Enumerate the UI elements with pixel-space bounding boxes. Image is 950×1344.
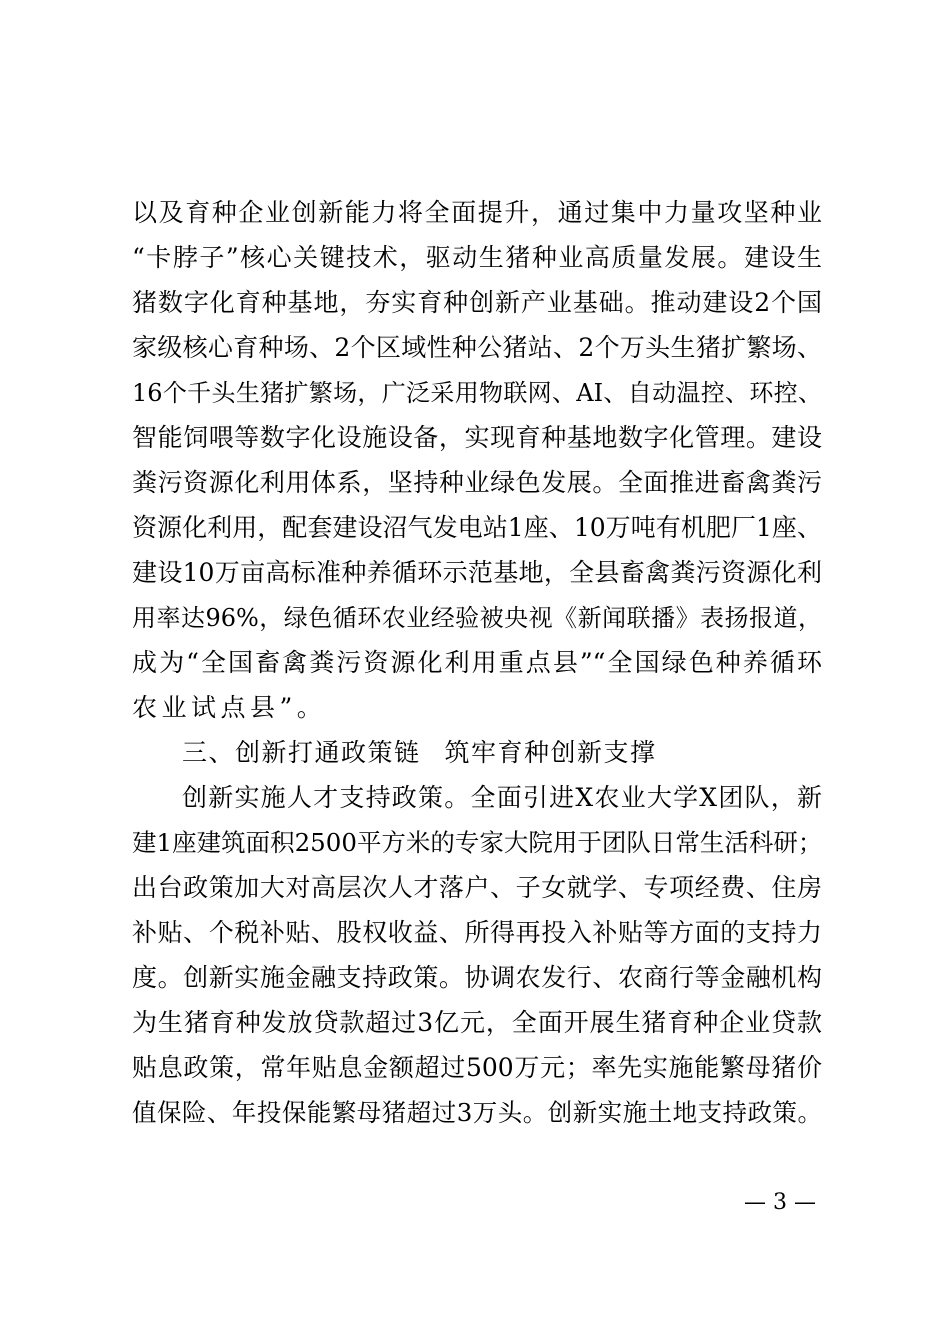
section-heading-part1: 三、创新打通政策链 [182, 738, 421, 767]
paragraph-line: 值保险、年投保能繁母猪超过3万头。创新实施土地支持政策。 [132, 1098, 822, 1127]
paragraph-line: 以及育种企业创新能力将全面提升，通过集中力量攻坚种业 [132, 198, 822, 227]
paragraph-line: 16个千头生猪扩繁场，广泛采用物联网、AI、自动温控、环控、 [132, 379, 822, 407]
paragraph-line: 成为“全国畜禽粪污资源化利用重点县”“全国绿色种养循环 [132, 648, 822, 677]
paragraph-line: 为生猪育种发放贷款超过3亿元，全面开展生猪育种企业贷款 [132, 1008, 822, 1037]
paragraph-line: 农业试点县”。 [132, 693, 327, 722]
section-heading [182, 733, 657, 773]
paragraph-line: 创新实施人才支持政策。全面引进X农业大学X团队，新 [182, 783, 822, 812]
paragraph-line: 家级核心育种场、2个区域性种公猪站、2个万头生猪扩繁场、 [132, 333, 822, 362]
paragraph-line: 出台政策加大对高层次人才落户、子女就学、专项经费、住房 [132, 873, 822, 902]
paragraph-line: 度。创新实施金融支持政策。协调农发行、农商行等金融机构 [132, 963, 822, 992]
paragraph-line: 猪数字化育种基地，夯实育种创新产业基础。推动建设2个国 [132, 288, 822, 317]
paragraph-line: 资源化利用，配套建设沼气发电站1座、10万吨有机肥厂1座、 [132, 513, 822, 542]
paragraph-line: 建1座建筑面积2500平方米的专家大院用于团队日常生活科研； [132, 828, 823, 857]
section-heading-part2: 筑牢育种创新支撑 [444, 738, 657, 767]
page-number: — 3 — [744, 1190, 816, 1215]
paragraph-line: 智能饲喂等数字化设施设备，实现育种基地数字化管理。建设 [132, 423, 822, 452]
paragraph-line: 粪污资源化利用体系，坚持种业绿色发展。全面推进畜禽粪污 [132, 468, 822, 497]
paragraph-line: “卡脖子”核心关键技术，驱动生猪种业高质量发展。建设生 [132, 243, 822, 272]
paragraph-line: 建设10万亩高标准种养循环示范基地，全县畜禽粪污资源化利 [132, 558, 822, 587]
paragraph-line: 补贴、个税补贴、股权收益、所得再投入补贴等方面的支持力 [132, 918, 822, 947]
paragraph-line: 贴息政策，常年贴息金额超过500万元；率先实施能繁母猪价 [132, 1053, 822, 1082]
paragraph-line: 用率达96%，绿色循环农业经验被央视《新闻联播》表扬报道， [132, 604, 822, 632]
